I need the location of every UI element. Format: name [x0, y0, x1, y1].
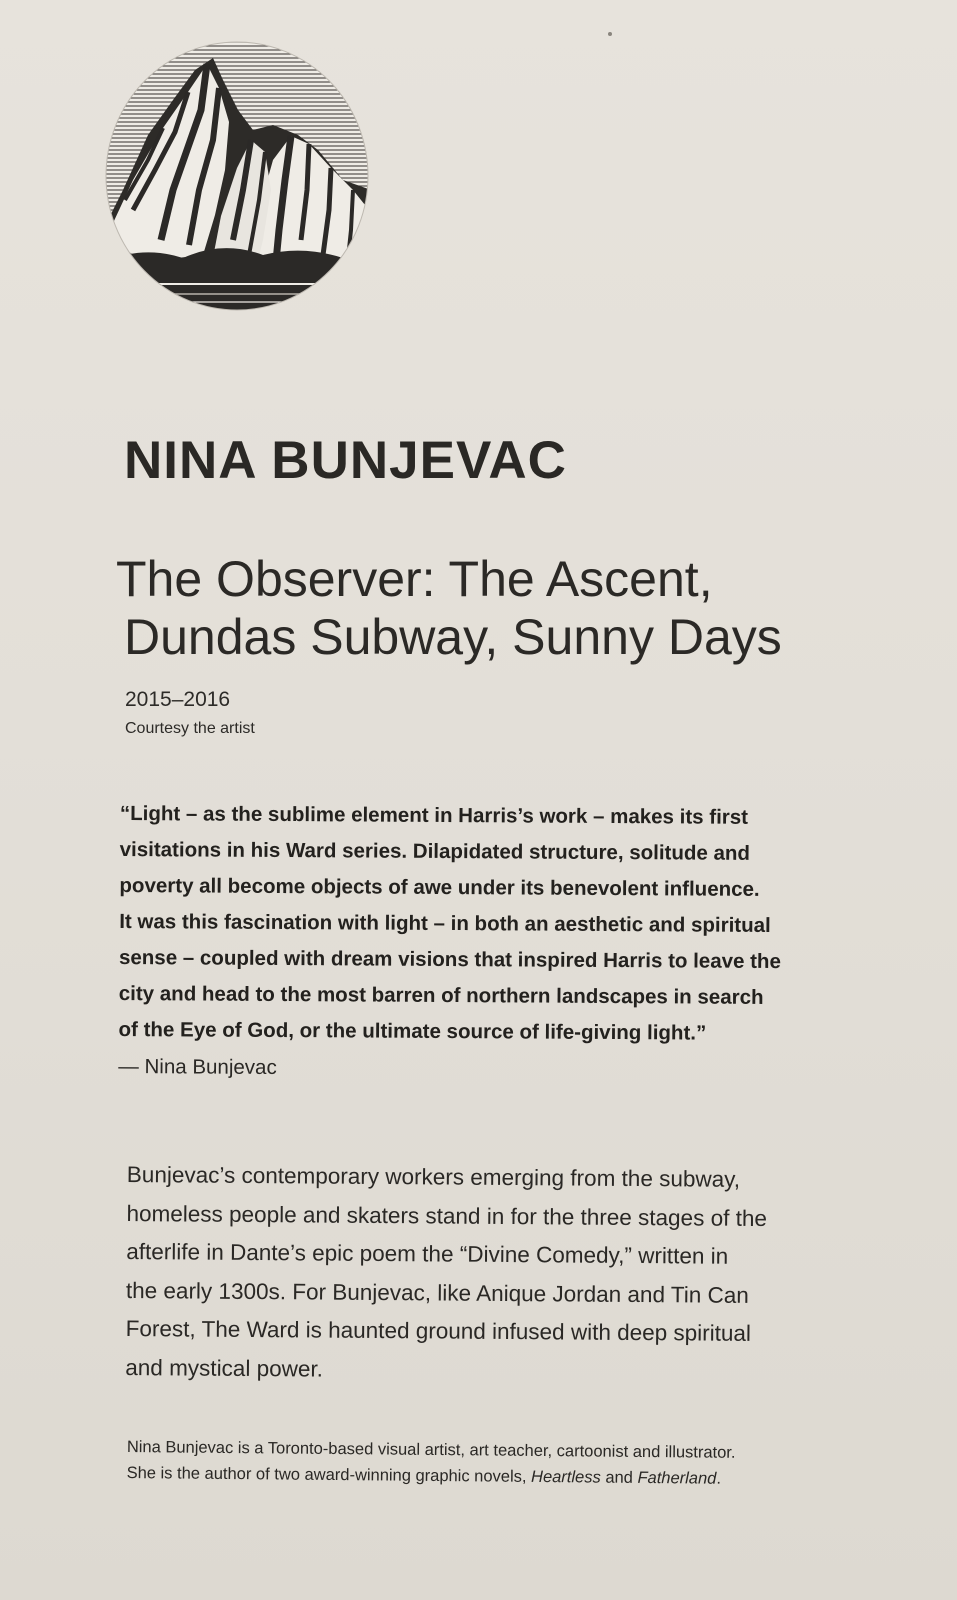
description-line: Bunjevac’s contemporary workers emerging from the subway,: [126, 1161, 741, 1192]
artist-bio: [127, 1434, 847, 1493]
quote-line: city and head to the most barren of northern landscapes in search: [118, 981, 764, 1009]
quote-line: sense – coupled with dream visions that inspired Harris to leave the: [118, 945, 781, 974]
mountain-roundel-icon: [103, 40, 371, 312]
bio-text: .: [716, 1469, 722, 1488]
quote-line: visitations in his Ward series. Dilapidated structure, solitude and: [119, 837, 751, 865]
book-title-fatherland: Fatherland: [637, 1468, 717, 1488]
artist-name: NINA BUNJEVAC: [124, 431, 567, 490]
bio-line: [127, 1460, 847, 1493]
bio-text: and: [600, 1468, 638, 1487]
artist-quote: [118, 796, 860, 1089]
description-paragraph: [125, 1156, 867, 1393]
description-line: the early 1300s. For Bunjevac, like Anique Jordan and Tin Can: [125, 1277, 749, 1308]
description-line: Forest, The Ward is haunted ground infused with deep spiritual: [125, 1315, 752, 1346]
bio-text: She is the author of two award-winning graphic novels,: [126, 1463, 532, 1486]
artwork-title-line: Dundas Subway, Sunny Days: [124, 609, 782, 665]
description-line: homeless people and skaters stand in for the three stages of the: [126, 1200, 768, 1231]
artwork-date: 2015–2016: [125, 688, 231, 711]
quote-line: of the Eye of God, or the ultimate source of life-giving light.”: [118, 1017, 707, 1045]
quote-attribution: — Nina Bunjevac: [118, 1054, 277, 1079]
bio-line: Nina Bunjevac is a Toronto-based visual artist, art teacher, cartoonist and illustrator.: [126, 1437, 736, 1462]
description-line: afterlife in Dante’s epic poem the “Divine Comedy,” written in: [126, 1238, 729, 1269]
artwork-title-line: The Observer: The Ascent,: [116, 551, 713, 607]
artwork-title: [116, 550, 876, 666]
description-line: and mystical power.: [125, 1354, 324, 1382]
quote-line: “Light – as the sublime element in Harris’s work – makes its first: [119, 801, 749, 829]
artwork-credit: Courtesy the artist: [125, 720, 255, 737]
quote-line: poverty all become objects of awe under its benevolent influence.: [119, 873, 760, 901]
quote-line: It was this fascination with light – in both an aesthetic and spiritual: [119, 909, 771, 937]
book-title-heartless: Heartless: [531, 1467, 601, 1487]
